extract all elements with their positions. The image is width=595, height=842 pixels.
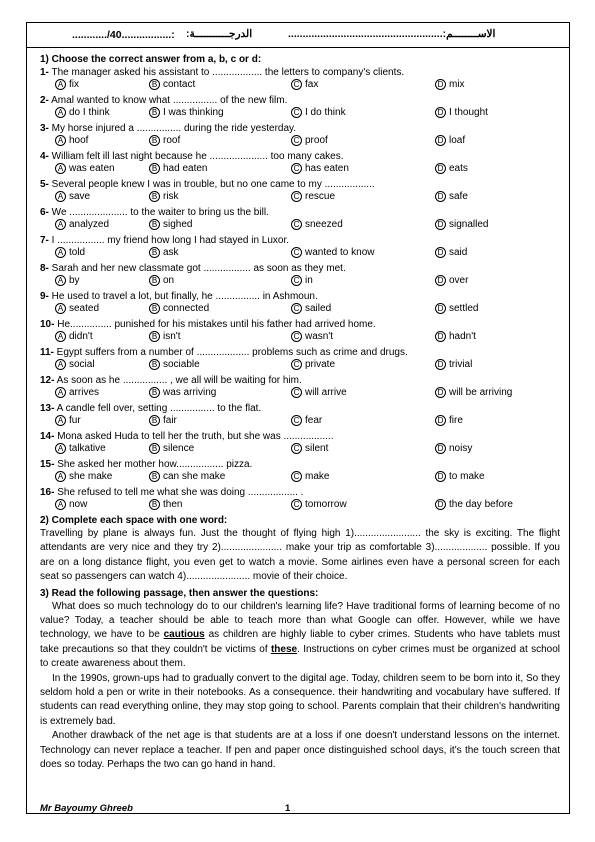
option-text: tomorrow [305,499,347,510]
score-field: ............/40.................: [72,29,175,41]
option-letter-circle: D [435,135,446,146]
option-d[interactable] [435,331,476,342]
question-stem: Amal wanted to know what ................ of the new film. [48,95,288,106]
answer-options [40,247,560,262]
option-c[interactable] [291,359,335,370]
option-text: roof [163,135,181,146]
option-text: hoof [69,135,89,146]
option-c[interactable] [291,303,331,314]
option-b[interactable] [149,499,182,510]
option-text: wanted to know [305,247,375,258]
option-text: sociable [163,359,200,370]
option-text: mix [449,79,465,90]
option-d[interactable] [435,415,463,426]
question-number: 11- [40,347,54,358]
question-text [40,290,560,303]
option-letter-circle: C [291,135,302,146]
option-letter-circle: D [435,359,446,370]
option-letter-circle: D [435,191,446,202]
option-b[interactable] [149,275,174,286]
answer-options [40,303,560,318]
answer-options [40,499,560,514]
question-number: 10- [40,319,55,330]
option-a[interactable] [55,303,99,314]
option-text: fear [305,415,323,426]
question-number: 14- [40,431,55,442]
option-b[interactable] [149,219,192,230]
option-letter-circle: A [55,331,66,342]
keyword-these: these [270,643,298,655]
option-letter-circle: A [55,443,66,454]
option-letter-circle: C [291,219,302,230]
option-text: fix [69,79,79,90]
option-text: isn't [163,331,181,342]
answer-options [40,359,560,374]
option-text: will arrive [305,387,347,398]
option-letter-circle: C [291,247,302,258]
question-stem: I ................. my friend how long I had stayed in Luxor. [48,235,290,246]
option-text: loaf [449,135,466,146]
option-text: risk [163,191,179,202]
option-c[interactable] [291,275,313,286]
option-text: was eaten [69,163,115,174]
option-text: sailed [305,303,332,314]
option-a[interactable] [55,79,79,90]
option-text: to make [449,471,485,482]
question-stem: William felt ill last night because he ..................... too many cakes. [48,151,344,162]
question-text [40,94,560,107]
option-b[interactable] [149,359,200,370]
question-text [40,402,560,415]
answer-options [40,79,560,94]
question-number: 3- [40,123,49,134]
question-text [40,262,560,275]
question-text [40,234,560,247]
question-text [40,346,560,359]
option-letter-circle: A [55,219,66,230]
option-a[interactable] [55,443,106,454]
option-letter-circle: D [435,303,446,314]
option-d[interactable] [435,191,468,202]
question-number: 2- [40,95,49,106]
question-stem: My horse injured a ................ during the ride yesterday. [48,123,297,134]
option-text: didn't [69,331,93,342]
option-letter-circle: D [435,499,446,510]
option-text: safe [449,191,468,202]
option-a[interactable] [55,331,93,342]
option-d[interactable] [435,499,513,510]
option-letter-circle: A [55,191,66,202]
question-text [40,318,560,331]
option-text: fair [163,415,177,426]
option-letter-circle: A [55,415,66,426]
answer-options [40,443,560,458]
option-text: eats [449,163,468,174]
option-text: told [69,247,86,258]
option-c[interactable] [291,79,318,90]
section2-title: 2) Complete each space with one word: [40,515,228,526]
option-c[interactable] [291,471,329,482]
option-b[interactable] [149,415,177,426]
option-letter-circle: D [435,79,446,90]
option-letter-circle: C [291,191,302,202]
question-text [40,430,560,443]
question-stem: Several people knew I was in trouble, but no one came to my .................. [48,179,375,190]
answer-options [40,387,560,402]
option-text: sneezed [305,219,343,230]
option-letter-circle: B [149,499,160,510]
option-d[interactable] [435,107,488,118]
option-text: fax [305,79,319,90]
option-text: noisy [449,443,473,454]
passage-paragraph-3: Another drawback of the net age is that students are at a loss if one doesn't understand lessons on the internet. Technology can never replace a teacher. If pen and paper once distinguished school days, it's the touch screen that does so today. Perhaps the two can go hand in hand. [40,730,560,771]
option-text: signalled [449,219,489,230]
question-stem: Sarah and her new classmate got ................. as soon as they met. [48,263,346,274]
option-a[interactable] [55,247,85,258]
option-c[interactable] [291,387,347,398]
option-letter-circle: B [149,107,160,118]
grade-label: الدرجـــــــــــة: [186,28,253,40]
option-text: will be arriving [449,387,513,398]
option-d[interactable] [435,359,472,370]
answer-options [40,107,560,122]
option-letter-circle: A [55,79,66,90]
question-stem: He used to travel a lot, but finally, he ................ in Ashmoun. [48,291,318,302]
option-text: I do think [305,107,346,118]
question-number: 7- [40,235,49,246]
option-letter-circle: A [55,247,66,258]
exam-header [26,22,570,48]
option-text: by [69,275,80,286]
option-letter-circle: C [291,415,302,426]
option-text: do I think [69,107,110,118]
option-letter-circle: D [435,415,446,426]
option-text: fire [449,415,463,426]
option-a[interactable] [55,163,115,174]
option-text: said [449,247,468,258]
option-text: rescue [305,191,336,202]
option-letter-circle: C [291,303,302,314]
question-text [40,122,560,135]
option-d[interactable] [435,303,478,314]
option-letter-circle: B [149,135,160,146]
passage-text: as children are highly liable to cyber crimes. Students who have tablets must take precautions so that they couldn't be victims of [40,629,560,655]
option-letter-circle: D [435,387,446,398]
option-letter-circle: C [291,163,302,174]
option-text: save [69,191,91,202]
option-letter-circle: A [55,471,66,482]
answer-options [40,191,560,206]
option-a[interactable] [55,107,110,118]
option-text: over [449,275,469,286]
option-text: proof [305,135,328,146]
option-text: had eaten [163,163,208,174]
option-c[interactable] [291,443,328,454]
option-c[interactable] [291,135,328,146]
option-c[interactable] [291,499,347,510]
section3-title: 3) Read the following passage, then answer the questions: [40,587,319,599]
option-a[interactable] [55,471,112,482]
option-letter-circle: B [149,275,160,286]
option-a[interactable] [55,499,87,510]
question-text [40,66,560,79]
option-d[interactable] [435,471,485,482]
question-text [40,374,560,387]
option-b[interactable] [149,331,180,342]
keyword-cautious: cautious [163,629,205,641]
option-text: then [163,499,183,510]
option-letter-circle: B [149,331,160,342]
option-letter-circle: D [435,247,446,258]
question-stem: Egypt suffers from a number of ................... problems such as crime and drugs. [53,347,408,358]
option-text: ask [163,247,179,258]
option-letter-circle: D [435,107,446,118]
option-text: sighed [163,219,193,230]
option-letter-circle: C [291,331,302,342]
question-number: 6- [40,207,49,218]
option-letter-circle: D [435,163,446,174]
question-text [40,178,560,191]
question-number: 8- [40,263,49,274]
question-stem: The manager asked his assistant to .................. the letters to company's clients. [48,67,405,78]
option-d[interactable] [435,79,465,90]
option-text: in [305,275,313,286]
option-text: social [69,359,95,370]
option-text: can she make [163,471,226,482]
option-letter-circle: A [55,499,66,510]
option-letter-circle: B [149,415,160,426]
option-b[interactable] [149,303,209,314]
option-letter-circle: C [291,79,302,90]
option-text: contact [163,79,196,90]
question-text [40,486,560,499]
question-number: 1- [40,67,49,78]
option-c[interactable] [291,219,343,230]
option-c[interactable] [291,415,322,426]
option-b[interactable] [149,135,180,146]
option-letter-circle: B [149,359,160,370]
question-number: 5- [40,179,49,190]
question-number: 16- [40,487,55,498]
option-letter-circle: A [55,359,66,370]
answer-options [40,331,560,346]
option-letter-circle: B [149,247,160,258]
option-letter-circle: D [435,471,446,482]
option-letter-circle: B [149,219,160,230]
option-letter-circle: A [55,387,66,398]
option-text: silent [305,443,329,454]
name-field: الاســــــــم:..................................................... [288,28,496,40]
option-text: wasn't [305,331,334,342]
option-letter-circle: A [55,163,66,174]
option-b[interactable] [149,107,224,118]
option-text: silence [163,443,195,454]
question-text [40,458,560,471]
question-stem: She asked her mother how................. pizza. [54,459,253,470]
option-a[interactable] [55,359,95,370]
question-number: 13- [40,403,55,414]
option-a[interactable] [55,415,81,426]
option-letter-circle: C [291,107,302,118]
option-text: was arriving [163,387,217,398]
option-b[interactable] [149,79,195,90]
option-text: the day before [449,499,513,510]
question-stem: She refused to tell me what she was doing .................. . [54,487,304,498]
option-letter-circle: B [149,471,160,482]
option-text: fur [69,415,81,426]
option-letter-circle: D [435,443,446,454]
option-text: make [305,471,330,482]
option-letter-circle: B [149,303,160,314]
option-a[interactable] [55,387,99,398]
option-c[interactable] [291,163,349,174]
option-letter-circle: C [291,359,302,370]
option-letter-circle: A [55,135,66,146]
option-letter-circle: D [435,331,446,342]
option-text: seated [69,303,100,314]
option-letter-circle: C [291,499,302,510]
option-text: analyzed [69,219,110,230]
question-list [40,66,560,514]
option-letter-circle: C [291,275,302,286]
option-d[interactable] [435,275,468,286]
option-b[interactable] [149,443,194,454]
option-text: private [305,359,336,370]
answer-options [40,275,560,290]
option-letter-circle: A [55,275,66,286]
option-d[interactable] [435,163,468,174]
passage-text: What does so much technology do to our children's learning life? Have traditional forms of learning become of no value? Today, a teacher should be able to teach more than what Google can offer. However, while we have technology, we have to be [40,600,560,641]
question-number: 4- [40,151,49,162]
option-text: settled [449,303,479,314]
passage-paragraph-2: In the 1990s, grown-ups had to gradually convert to the digital age. Today, children seem to be born into it, So they seldom hold a pen or write in their notebooks. As a consequence. their handwriting and vocabulary have suffered. If students can read everything online, they may stop going to school. Parents complain that their children's handwriting is extremely bad. [40,672,560,727]
option-text: trivial [449,359,473,370]
option-letter-circle: B [149,163,160,174]
section1-title: 1) Choose the correct answer from a, b, c or d: [40,54,262,65]
option-letter-circle: B [149,387,160,398]
option-letter-circle: C [291,471,302,482]
option-text: she make [69,471,113,482]
option-c[interactable] [291,247,375,258]
option-letter-circle: A [55,303,66,314]
option-letter-circle: D [435,219,446,230]
option-a[interactable] [55,135,88,146]
option-d[interactable] [435,247,467,258]
option-c[interactable] [291,107,346,118]
question-number: 15- [40,459,55,470]
option-text: I was thinking [163,107,224,118]
option-text: arrives [69,387,100,398]
option-letter-circle: B [149,79,160,90]
question-text [40,206,560,219]
option-a[interactable] [55,219,109,230]
option-text: on [163,275,175,286]
option-text: now [69,499,88,510]
answer-options [40,415,560,430]
option-text: hadn't [449,331,476,342]
question-stem: A candle fell over, setting ................ to the flat. [54,403,262,414]
option-d[interactable] [435,443,472,454]
option-text: connected [163,303,210,314]
option-text: I thought [449,107,488,118]
exam-content [40,53,560,773]
question-stem: He............... punished for his mistakes until his father had arrived home. [54,319,376,330]
option-text: has eaten [305,163,349,174]
option-a[interactable] [55,275,80,286]
option-text: talkative [69,443,106,454]
option-c[interactable] [291,331,333,342]
option-b[interactable] [149,247,179,258]
option-d[interactable] [435,219,488,230]
option-d[interactable] [435,387,512,398]
option-letter-circle: A [55,107,66,118]
option-b[interactable] [149,471,225,482]
option-letter-circle: B [149,443,160,454]
option-b[interactable] [149,163,208,174]
answer-options [40,163,560,178]
passage-text: . Instructions on cyber crimes must be organized at school to create awareness about them. [40,643,560,670]
option-letter-circle: B [149,191,160,202]
option-b[interactable] [149,387,216,398]
option-letter-circle: C [291,387,302,398]
option-b[interactable] [149,191,179,202]
option-c[interactable] [291,191,335,202]
passage-paragraph-1 [40,600,560,672]
option-a[interactable] [55,191,90,202]
question-stem: Mona asked Huda to tell her the truth, but she was .................. [54,431,334,442]
author-name: Mr Bayoumy Ghreeb [40,803,133,814]
option-letter-circle: C [291,443,302,454]
answer-options [40,135,560,150]
question-text [40,150,560,163]
answer-options [40,471,560,486]
question-number: 9- [40,291,49,302]
question-number: 12- [40,375,55,386]
page-number: 1 [285,803,291,814]
section2-text: Travelling by plane is always fun. Just the thought of flying high 1)........................ the sky is exciting. The flight attendants are very nice and they try 2)...................... make your trip as comfortable 3)................... possible. If you are on a long distance flight, you even get to watch a movie. Some airlines even have a personal screen for each seat so passengers can watch 4)....................... movie of their choice. [40,528,560,583]
page-footer [40,803,560,814]
question-stem: We ..................... to the waiter to bring us the bill. [48,207,269,218]
answer-options [40,219,560,234]
option-d[interactable] [435,135,465,146]
question-stem: As soon as he ................ , we all will be waiting for him. [54,375,302,386]
option-letter-circle: D [435,275,446,286]
